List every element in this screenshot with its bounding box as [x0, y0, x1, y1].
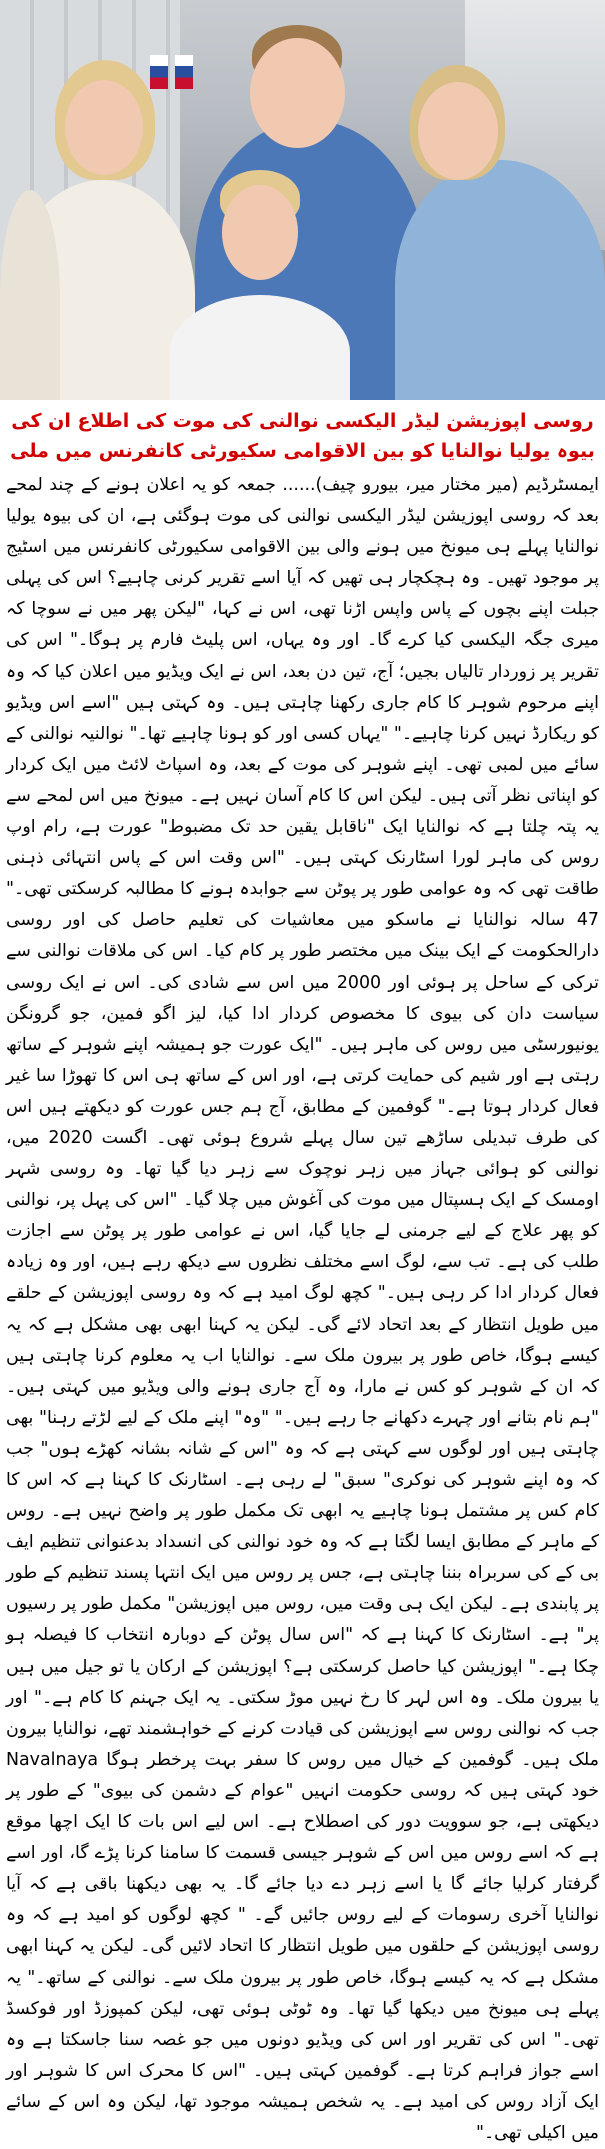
flag-icon: [175, 55, 193, 89]
person-son-face: [222, 185, 298, 280]
article-paragraph: ایمسٹرڈیم (میر مختار میر، بیورو چیف)...... جمعہ کو یہ اعلان ہونے کے چند لمحے بعد کہ روسی اپوزیشن لیڈر الیکسی نوالنی کی موت ہوگئی ہے، ان کی بیوہ یولیا نوالنایا پہلے ہی میونخ میں ہونے والی بین الاقوامی سکیورٹی کانفرنس میں اسٹیج پر موجود تھیں۔ وہ ہچکچار ہی تھیں کہ آیا اسے تقریر کرنی چاہیے؟ اس کی پہلی جبلت اپنے بچوں کے پاس واپس اڑنا تھی، اس نے کہا، "لیکن پھر میں نے سوچا کہ میری جگہ الیکسی کیا کرے گا۔ اور وہ یہاں، اس پلیٹ فارم پر ہوگا۔" اس کی تقریر پر زوردار تالیاں بجیں؛ آج، تین دن بعد، اس نے ایک ویڈیو میں اعلان کیا کہ وہ اپنے مرحوم شوہر کا کام جاری رکھنا چاہتی ہیں۔ وہ کہتی ہیں "اسے اس ویڈیو کو ریکارڈ نہیں کرنا چاہیے۔" "یہاں کسی اور کو ہونا چاہیے تھا۔" نوالنیہ نوالنی کے سائے میں لمبی تھی۔ اپنے شوہر کی موت کے بعد، وہ اسپاٹ لائٹ میں ایک کردار کو اپناتی نظر آتی ہیں۔ لیکن اس کا کام آسان نہیں ہے۔ میونخ میں اس لمحے سے یہ پتہ چلتا ہے کہ نوالنایا ایک "ناقابل یقین حد تک مضبوط" عورت ہے، رام اوپ روس کی ماہر لورا اسٹارنک کہتی ہیں۔ "اس وقت اس کے پاس انتہائی ذہنی طاقت تھی کہ وہ عوامی طور پر پوٹن سے جوابدہ ہونے کا مطالبہ کرسکتی تھی۔" 47 سالہ نوالنایا نے ماسکو میں معاشیات کی تعلیم حاصل کی اور روسی دارالحکومت کے ایک بینک میں مختصر طور پر کام کیا۔ اس کی ملاقات نوالنی سے ترکی کے ساحل پر ہوئی اور 2000 میں اس سے شادی کی۔ اس نے ایک روسی سیاست دان کی بیوی کا مخصوص کردار ادا کیا، لیز اگو فمین، جو گرونگن یونیورسٹی میں روس کی ماہر ہیں۔ "ایک عورت جو ہمیشہ اپنے شوہر کے ساتھ رہتی ہے اور شیم کی حمایت کرتی ہے، اور اس کے ساتھ ہی اس کا تھوڑا سا غیر فعال کردار ہوتا ہے۔" گوفمین کے مطابق، آج ہم جس عورت کو دیکھتے ہیں اس کی طرف تبدیلی ساڑھے تین سال پہلے شروع ہوئی تھی۔ اگست 2020 میں، نوالنی کو ہوائی جہاز میں زہر نوچوک سے زہر دیا گیا تھا۔ وہ روسی شہر اومسک کے ایک ہسپتال میں موت کی آغوش میں چلا گیا۔ "اس کی پہل پر، نوالنی کو پھر علاج کے لیے جرمنی لے جایا گیا، اس نے عوامی طور پر پوٹن سے اجازت طلب کی ہے۔ تب سے، لوگ اسے مختلف نظروں سے دیکھ رہے ہیں، اور وہ زیادہ فعال کردار ادا کر رہی ہیں۔" کچھ لوگ امید ہے کہ وہ روسی اپوزیشن کے حلقے میں طویل انتظار کے بعد اتحاد لائے گی۔ لیکن یہ کہنا ابھی بھی مشکل ہے کہ یہ کیسے ہوگا، خاص طور پر بیرون ملک سے۔ نوالنایا اب یہ معلوم کرنا چاہتی ہیں کہ ان کے شوہر کو کس نے مارا، وہ آج جاری ہونے والی ویڈیو میں کہتی ہیں۔ "ہم نام بتانے اور چہرے دکھانے جا رہے ہیں۔" "وہ" اپنے ملک کے لیے لڑتے رہنا" بھی چاہتی ہیں اور لوگوں سے کہتی ہے کہ وہ "اس کے شانہ بشانہ کھڑے ہوں" جب کہ وہ اپنے شوہر کی نوکری" سبق" لے رہی ہے۔ اسٹارنک کا کہنا ہے کہ اس کا کام کس پر مشتمل ہونا چاہیے یہ ابھی تک مکمل طور پر واضح نہیں ہے۔ روس کے ماہر کے مطابق ایسا لگتا ہے کہ وہ خود نوالنی کی انسداد بدعنوانی تنظیم ایف بی کے کی سربراہ بننا چاہتی ہے، جس پر روس میں ایک انتہا پسند تنظیم کے طور پر پابندی ہے۔ لیکن ایک ہی وقت میں، روس میں اپوزیشن" مکمل طور پر رسیوں پر" ہے۔ اسٹارنک کا کہنا ہے کہ "اس سال پوٹن کے دوبارہ انتخاب کا فیصلہ ہو چکا ہے۔" اپوزیشن کیا حاصل کرسکتی ہے؟ اپوزیشن کے ارکان یا تو جیل میں ہیں یا بیرون ملک۔ وہ اس لہر کا رخ نہیں موڑ سکتی۔ یہ ایک جہنم کا کام ہے۔" اور جب کہ نوالنی روس سے اپوزیشن کی قیادت کرنے کے خواہشمند تھے، نوالنایا بیرون ملک ہیں۔ گوفمین کے خیال میں روس کا سفر بہت پرخطر ہوگا Navalnaya خود کہتی ہیں کہ روسی حکومت انہیں "عوام کے دشمن کی بیوی" کے طور پر دیکھتی ہے، جو سوویت دور کی اصطلاح ہے۔ اس لیے اس بات کا ایک اچھا موقع ہے کہ اسے روس میں اس کے شوہر جیسی قسمت کا سامنا کرنا پڑے گا، اور اسے گرفتار کرلیا جائے گا یا اسے زہر دے دیا جائے گا۔ یہ بھی دیکھنا باقی ہے کہ آیا نوالنایا آخری رسومات کے لیے روس جائیں گے۔ " کچھ لوگوں کو امید ہے کہ وہ روسی اپوزیشن کے حلقوں میں طویل انتظار کا اتحاد لائیں گی۔ لیکن یہ کہنا ابھی مشکل ہے کہ یہ کیسے ہوگا، خاص طور پر بیرون ملک سے۔ نوالنی کے ساتھ۔" یہ پہلے ہی میونخ میں دیکھا گیا تھا۔ وہ ٹوٹی ہوئی تھی، لیکن کمپوزڈ اور فوکسڈ تھی۔" اس کی تقریر اور اس کی ویڈیو دونوں میں جو غصہ سنا جاسکتا ہے وہ اسے جواز فراہم کرتا ہے۔ گوفمین کہتی ہیں۔ "اس کا محرک اس کا شوہر اور ایک آزاد روس کی امید ہے۔ یہ شخص ہمیشہ موجود تھا، لیکن وہ اس کے سائے میں اکیلی تھی۔": [6, 475, 599, 2143]
person-daughter-jacket: [0, 190, 60, 400]
article-headline: روسی اپوزیشن لیڈر الیکسی نوالنی کی موت کی اطلاع ان کی بیوہ یولیا نوالنایا کو بین الاقوامی سکیورٹی کانفرنس میں ملی: [10, 410, 595, 462]
person-mother-face: [418, 82, 498, 180]
person-daughter-face: [65, 80, 143, 175]
article-body: [0, 470, 605, 2149]
person-mother-dress: [395, 160, 605, 400]
article-photo: [0, 0, 605, 400]
flag-icon: [150, 55, 168, 89]
person-son-shirt: [170, 295, 350, 400]
person-father-face: [250, 38, 345, 148]
